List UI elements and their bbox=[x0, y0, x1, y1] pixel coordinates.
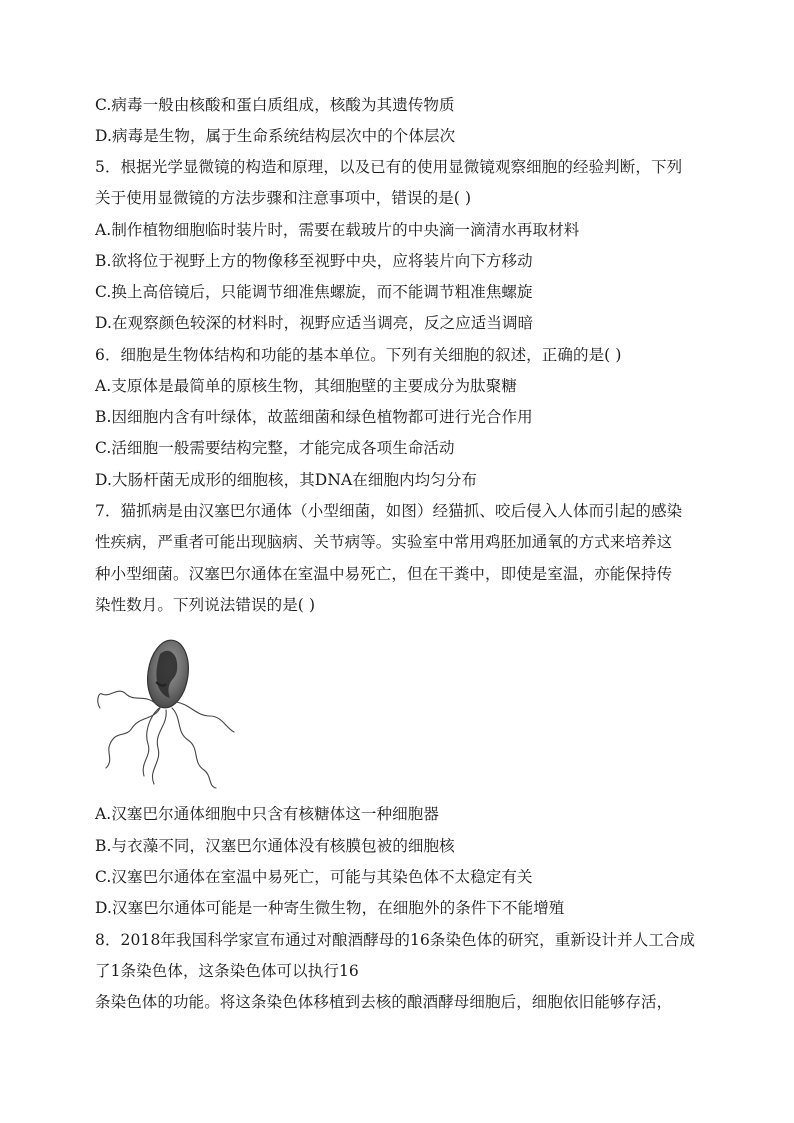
q7-option-c: C.汉塞巴尔通体在室温中易死亡，可能与其染色体不太稳定有关 bbox=[95, 868, 533, 886]
q6-option-b: B.因细胞内含有叶绿体，故蓝细菌和绿色植物都可进行光合作用 bbox=[95, 408, 533, 426]
q4-option-c: C.病毒一般由核酸和蛋白质组成，核酸为其遗传物质 bbox=[95, 96, 455, 114]
q4-option-d: D.病毒是生物，属于生命系统结构层次中的个体层次 bbox=[95, 127, 456, 145]
q5-option-d: D.在观察颜色较深的材料时，视野应适当调亮，反之应适当调暗 bbox=[95, 314, 534, 332]
q7-stem-line-2: 性疾病，严重者可能出现脑病、关节病等。实验室中常用鸡胚加通氧的方式来培养这 bbox=[95, 533, 673, 551]
q5-option-c: C.换上高倍镜后，只能调节细准焦螺旋，而不能调节粗准焦螺旋 bbox=[95, 283, 533, 301]
q6-option-a: A.支原体是最简单的原核生物，其细胞壁的主要成分为肽聚糖 bbox=[95, 377, 517, 395]
bartonella-micrograph-image bbox=[96, 632, 236, 790]
q5-option-a: A.制作植物细胞临时装片时，需要在载玻片的中央滴一滴清水再取材料 bbox=[95, 221, 580, 239]
q5-option-b: B.欲将位于视野上方的物像移至视野中央，应将装片向下方移动 bbox=[95, 252, 533, 270]
q8-stem-line-1: 8．2018年我国科学家宣布通过对酿酒酵母的16条染色体的研究，重新设计并人工合成 bbox=[95, 931, 696, 949]
q5-stem-line-2: 关于使用显微镜的方法步骤和注意事项中，错误的是( ) bbox=[95, 189, 472, 207]
q8-stem-line-3: 条染色体的功能。将这条染色体移植到去核的酿酒酵母细胞后，细胞依旧能够存活， bbox=[95, 993, 673, 1011]
q7-option-a: A.汉塞巴尔通体细胞中只含有核糖体这一种细胞器 bbox=[95, 805, 439, 823]
q7-option-d: D.汉塞巴尔通体可能是一种寄生微生物，在细胞外的条件下不能增殖 bbox=[95, 899, 565, 917]
q6-stem: 6．细胞是生物体结构和功能的基本单位。下列有关细胞的叙述，正确的是( ) bbox=[95, 346, 622, 364]
q7-stem-line-4: 染性数月。下列说法错误的是( ) bbox=[95, 596, 316, 614]
q7-stem-line-1: 7．猫抓病是由汉塞巴尔通体（小型细菌，如图）经猫抓、咬后侵入人体而引起的感染 bbox=[95, 502, 683, 520]
q7-stem-line-3: 种小型细菌。汉塞巴尔通体在室温中易死亡，但在干粪中，即使是室温，亦能保持传 bbox=[95, 565, 673, 583]
q6-option-c: C.活细胞一般需要结构完整，才能完成各项生命活动 bbox=[95, 439, 455, 457]
q7-option-b: B.与衣藻不同，汉塞巴尔通体没有核膜包被的细胞核 bbox=[95, 837, 455, 855]
q5-stem-line-1: 5．根据光学显微镜的构造和原理，以及已有的使用显微镜观察细胞的经验判断，下列 bbox=[95, 158, 683, 176]
q6-option-d: D.大肠杆菌无成形的细胞核，其DNA在细胞内均匀分布 bbox=[95, 471, 478, 489]
q8-stem-line-2: 了1条染色体，这条染色体可以执行16 bbox=[95, 962, 359, 980]
